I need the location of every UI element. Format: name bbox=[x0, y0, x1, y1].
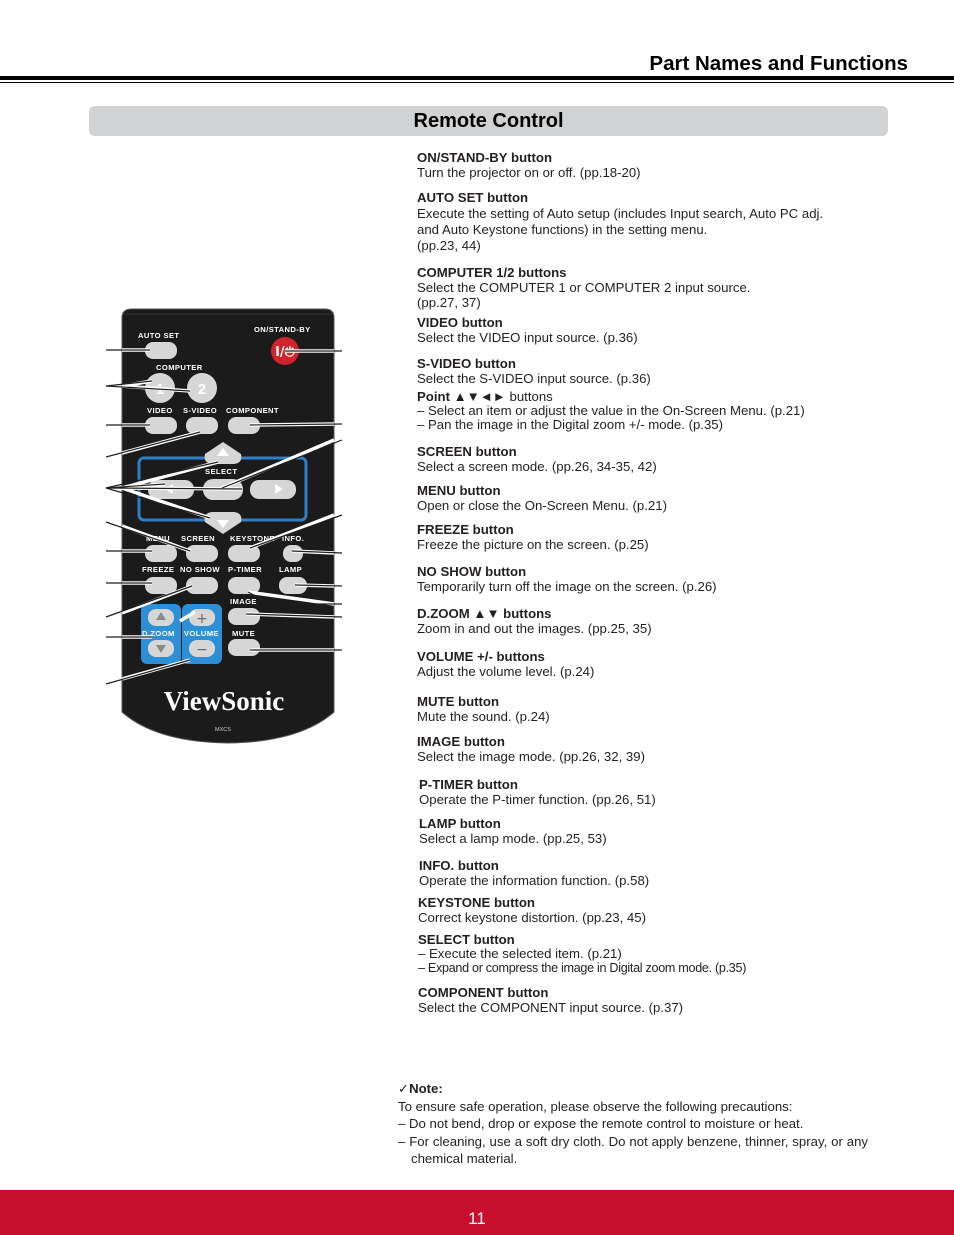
desc-text: Select the VIDEO input source. (p.36) bbox=[417, 330, 638, 345]
desc-title: VIDEO button bbox=[417, 315, 503, 330]
remote-label-keystone: KEYSTONE bbox=[230, 534, 275, 543]
desc-mute bbox=[417, 694, 897, 724]
minus-icon: − bbox=[196, 642, 208, 658]
desc-title: LAMP button bbox=[419, 816, 501, 831]
desc-menu bbox=[417, 483, 897, 513]
mute-button[interactable] bbox=[228, 639, 260, 656]
desc-text: Turn the projector on or off. (pp.18-20) bbox=[417, 165, 641, 180]
remote-label-auto-set: AUTO SET bbox=[138, 331, 180, 340]
remote-label-select: SELECT bbox=[205, 467, 238, 476]
remote-label-dzoom: D.ZOOM bbox=[142, 629, 175, 638]
desc-text: Operate the information function. (p.58) bbox=[419, 873, 650, 888]
desc-title: AUTO SET button bbox=[417, 190, 529, 205]
desc-freeze bbox=[417, 522, 897, 552]
desc-text: Select the COMPONENT input source. (p.37) bbox=[418, 1000, 684, 1015]
desc-noshow bbox=[417, 564, 897, 594]
desc-title: NO SHOW button bbox=[417, 564, 527, 579]
desc-title: IMAGE button bbox=[417, 734, 505, 749]
desc-text: Select the image mode. (pp.26, 32, 39) bbox=[417, 749, 645, 764]
desc-title: FREEZE button bbox=[417, 522, 514, 537]
page-header-title: Part Names and Functions bbox=[649, 52, 908, 75]
remote-label-freeze: FREEZE bbox=[142, 565, 175, 574]
desc-title: VOLUME +/- buttons bbox=[417, 649, 545, 664]
desc-title-suffix: buttons bbox=[505, 389, 553, 404]
desc-text: Select a screen mode. (pp.26, 34-35, 42) bbox=[417, 459, 657, 474]
desc-text: Zoom in and out the images. (pp.25, 35) bbox=[417, 621, 652, 636]
remote-label-screen: SCREEN bbox=[181, 534, 216, 543]
desc-on-standby bbox=[417, 150, 897, 180]
desc-video bbox=[417, 315, 897, 345]
check-icon: ✓ bbox=[398, 1081, 410, 1096]
desc-title: D.ZOOM ▲▼ buttons bbox=[417, 606, 552, 621]
desc-title: COMPONENT button bbox=[418, 985, 549, 1000]
page-footer bbox=[0, 1190, 954, 1235]
remote-label-info: INFO. bbox=[282, 534, 305, 543]
desc-title: SCREEN button bbox=[417, 444, 517, 459]
desc-volume bbox=[417, 649, 897, 679]
desc-title: COMPUTER 1/2 buttons bbox=[417, 265, 567, 280]
desc-text: Select a lamp mode. (pp.25, 53) bbox=[419, 831, 607, 846]
desc-title: S-VIDEO button bbox=[417, 356, 516, 371]
desc-text: Open or close the On-Screen Menu. (p.21) bbox=[417, 498, 667, 513]
remote-label-computer: COMPUTER bbox=[156, 363, 203, 372]
desc-svideo bbox=[417, 356, 897, 386]
note-title: Note: bbox=[409, 1081, 443, 1096]
remote-label-noshow: NO SHOW bbox=[180, 565, 220, 574]
computer-1-number: 1 bbox=[155, 381, 165, 398]
desc-title: ON/STAND-BY button bbox=[417, 150, 553, 165]
desc-title: P-TIMER button bbox=[419, 777, 518, 792]
page-number: 11 bbox=[468, 1209, 486, 1228]
info-button[interactable] bbox=[283, 545, 303, 562]
section-title: Remote Control bbox=[413, 110, 564, 132]
note-item: – Do not bend, drop or expose the remote control to moisture or heat. bbox=[398, 1116, 804, 1131]
desc-text: Temporarily turn off the image on the screen. (p.26) bbox=[417, 579, 717, 594]
desc-point bbox=[417, 390, 897, 432]
desc-auto-set bbox=[417, 190, 897, 254]
desc-title: Point ▲▼◄► bbox=[417, 389, 506, 404]
note-intro: To ensure safe operation, please observe the following precautions: bbox=[398, 1098, 793, 1114]
desc-text-2: – Expand or compress the image in Digital zoom mode. (p.35) bbox=[418, 961, 747, 975]
svideo-button[interactable] bbox=[186, 417, 218, 434]
plus-icon: + bbox=[196, 611, 208, 627]
remote-label-lamp: LAMP bbox=[279, 565, 303, 574]
note-block bbox=[398, 1080, 868, 1168]
desc-text: Correct keystone distortion. (pp.23, 45) bbox=[418, 910, 646, 925]
desc-title: INFO. button bbox=[419, 858, 499, 873]
remote-label-component: COMPONENT bbox=[226, 406, 279, 415]
freeze-button[interactable] bbox=[145, 577, 177, 594]
remote-label-image: IMAGE bbox=[230, 597, 257, 606]
note-item: – For cleaning, use a soft dry cloth. Do not apply benzene, thinner, spray, or any chemical material. bbox=[398, 1133, 868, 1166]
desc-screen bbox=[417, 444, 897, 474]
remote-label-on-standby: ON/STAND-BY bbox=[254, 325, 311, 334]
desc-title: MUTE button bbox=[417, 694, 500, 709]
menu-button[interactable] bbox=[145, 545, 177, 562]
desc-select bbox=[418, 933, 898, 975]
desc-component bbox=[418, 985, 898, 1015]
desc-text: Operate the P-timer function. (pp.26, 51) bbox=[419, 792, 656, 807]
point-right-button[interactable] bbox=[250, 480, 296, 499]
desc-info bbox=[419, 858, 899, 888]
desc-computer bbox=[417, 265, 897, 310]
remote-label-svideo: S-VIDEO bbox=[183, 406, 218, 415]
remote-label-ptimer: P-TIMER bbox=[228, 565, 263, 574]
desc-title: KEYSTONE button bbox=[418, 895, 535, 910]
remote-label-video: VIDEO bbox=[147, 406, 173, 415]
computer-2-number: 2 bbox=[197, 381, 207, 398]
screen-button[interactable] bbox=[186, 545, 218, 562]
desc-text: Freeze the picture on the screen. (p.25) bbox=[417, 537, 649, 552]
desc-lamp bbox=[419, 816, 899, 846]
desc-keystone bbox=[418, 895, 898, 925]
desc-text: Execute the setting of Auto setup (includes Input search, Auto PC adj. and Auto Keystone functions) in the setting menu. (pp.23, 44) bbox=[417, 206, 824, 253]
remote-label-mute: MUTE bbox=[232, 629, 256, 638]
desc-text: – Execute the selected item. (p.21) bbox=[418, 946, 622, 961]
model-label: MXCS bbox=[215, 727, 231, 733]
power-icon: I/⏻ bbox=[275, 345, 295, 360]
desc-text: Select the COMPUTER 1 or COMPUTER 2 input source. (pp.27, 37) bbox=[417, 280, 751, 310]
desc-title: SELECT button bbox=[418, 932, 515, 947]
desc-text: Select the S-VIDEO input source. (p.36) bbox=[417, 371, 651, 386]
desc-dzoom bbox=[417, 606, 897, 636]
remote-label-menu: MENU bbox=[146, 534, 170, 543]
desc-ptimer bbox=[419, 777, 899, 807]
remote-label-volume: VOLUME bbox=[184, 629, 219, 638]
note-heading bbox=[398, 1080, 868, 1098]
desc-text: – Select an item or adjust the value in the On-Screen Menu. (p.21) – Pan the image in the Digital zoom +/- mode. (p.35) bbox=[417, 403, 805, 432]
desc-text: Mute the sound. (p.24) bbox=[417, 709, 550, 724]
desc-text: Adjust the volume level. (p.24) bbox=[417, 664, 595, 679]
desc-title-row bbox=[417, 390, 897, 404]
image-button[interactable] bbox=[228, 608, 260, 625]
desc-image bbox=[417, 734, 897, 764]
brand-logo: ViewSonic bbox=[163, 686, 285, 716]
desc-title: MENU button bbox=[417, 483, 501, 498]
